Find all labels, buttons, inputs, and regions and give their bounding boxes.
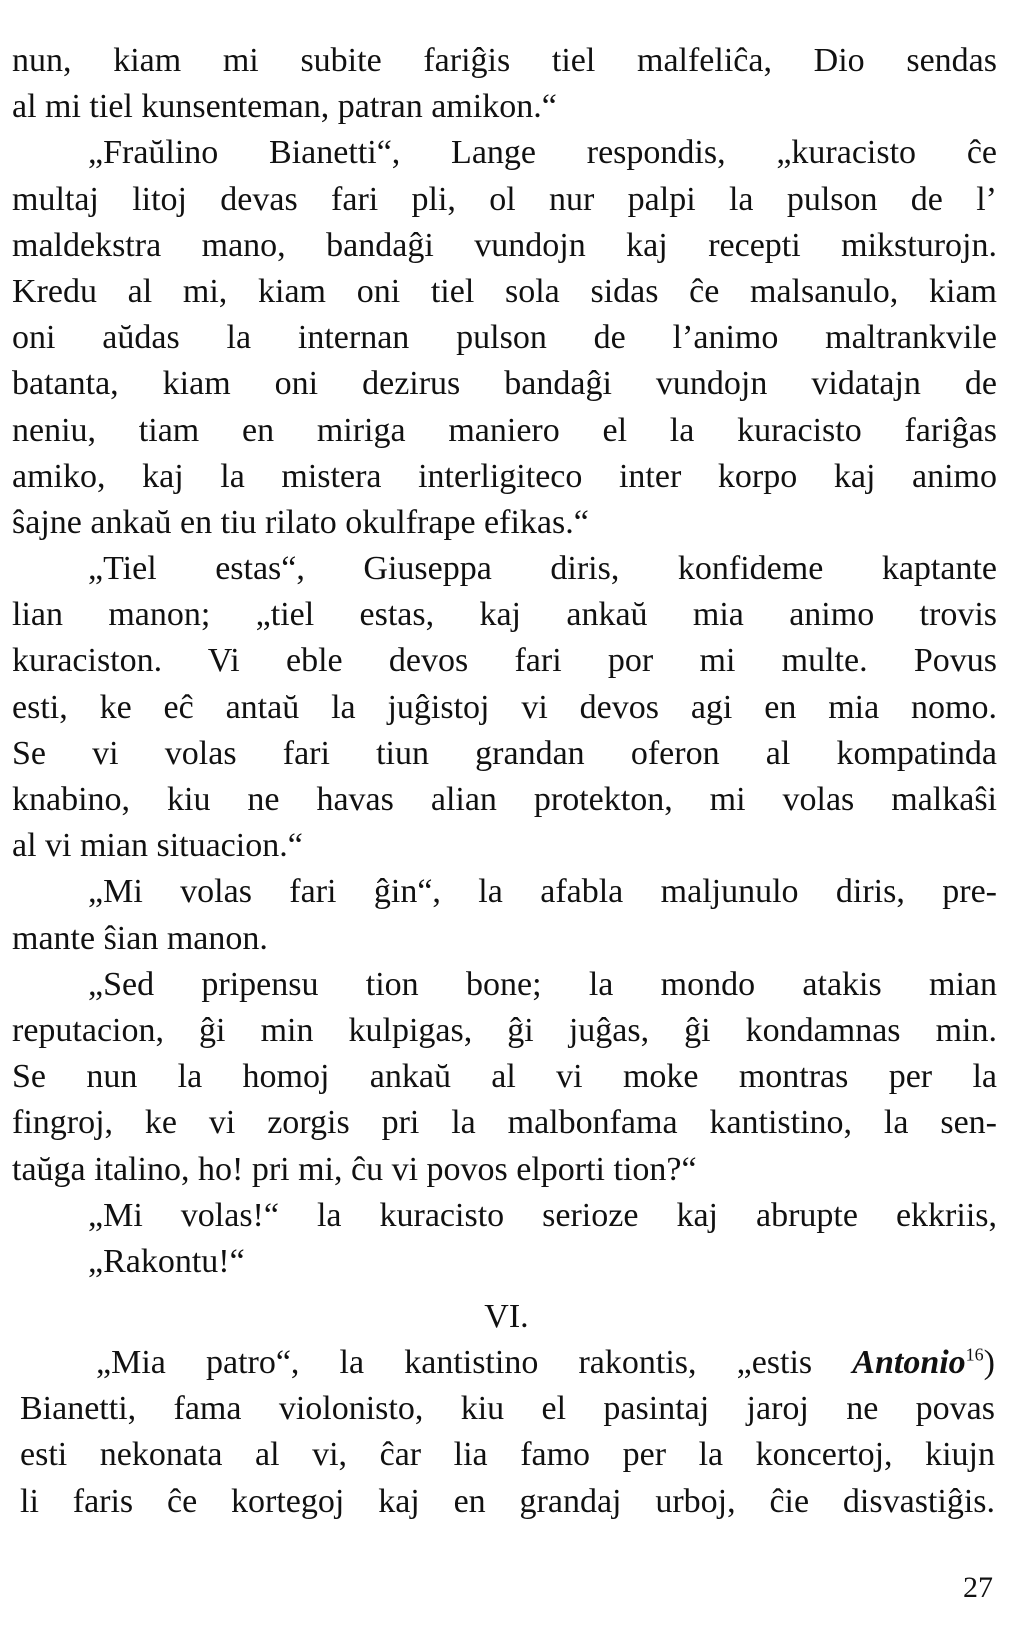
text-line: fingroj, ke vi zorgis pri la malbonfama kantistino, la sen- [12,1104,997,1142]
text-line: batanta, kiam oni dezirus bandaĝi vundojn vidatajn de [12,365,997,403]
text-line: amiko, kaj la mistera interligiteco inter korpo kaj animo [12,457,997,495]
text-line: esti, ke eĉ antaŭ la juĝistoj vi devos agi en mia nomo. [12,688,997,726]
text-line-with-name [20,1340,995,1386]
text-line: „Mi volas!“ la kuracisto serioze kaj abrupte ekkriis, [88,1196,997,1234]
text-line: Se nun la homoj ankaŭ al vi moke montras per la [12,1058,997,1096]
text-line: mante ŝian manon. [12,919,268,957]
page-number: 27 [963,1571,993,1604]
text-line: Se vi volas fari tiun grandan oferon al kompatinda [12,734,997,772]
text-line: reputacion, ĝi min kulpigas, ĝi juĝas, ĝi kondamnas min. [12,1011,997,1049]
text-line: kuraciston. Vi eble devos fari por mi multe. Povus [12,642,997,680]
text-line: al mi tiel kunsenteman, patran amikon.“ [12,88,557,126]
italic-name: Antonio [852,1344,966,1381]
text-line: oni aŭdas la internan pulson de l’animo maltrankvile [12,319,997,357]
para-after: ) [983,1344,995,1381]
text-line: al vi mian situacion.“ [12,827,303,865]
text-line: Kredu al mi, kiam oni tiel sola sidas ĉe malsanulo, kiam [12,272,997,310]
text-line: „Tiel estas“, Giuseppa diris, konfideme kaptante [88,550,997,588]
chapter-text [20,1340,995,1525]
text-line: taŭga italino, ho! pri mi, ĉu vi povos elporti tion?“ [12,1150,697,1188]
main-text [12,38,997,1285]
chapter-heading: VI. [484,1298,529,1335]
para-start: „Mia patro“, la kantistino rakontis, „estis [96,1344,853,1381]
text-line: „Rakontu!“ [88,1242,245,1280]
text-line: esti nekonata al vi, ĉar lia famo per la koncertoj, kiujn [20,1436,995,1474]
text-line: li faris ĉe kortegoj kaj en grandaj urboj, ĉie disvastiĝis. [20,1482,995,1520]
text-line: ŝajne ankaŭ en tiu rilato okulfrape efikas.“ [12,503,589,541]
text-line: Bianetti, fama violonisto, kiu el pasintaj jaroj ne povas [20,1390,995,1428]
text-line: maldekstra mano, bandaĝi vundojn kaj recepti miksturojn. [12,226,997,264]
footnote-ref: 16 [965,1344,984,1365]
text-line: nun, kiam mi subite fariĝis tiel malfeliĉa, Dio sendas [12,42,997,79]
text-line: „Sed pripensu tion bone; la mondo atakis mian [88,965,997,1003]
text-line: „Mi volas fari ĝin“, la afabla maljunulo diris, pre- [88,873,997,911]
text-line: multaj litoj devas fari pli, ol nur palpi la pulson de l’ [12,180,997,218]
text-line: lian manon; „tiel estas, kaj ankaŭ mia animo trovis [12,596,997,634]
text-line: neniu, tiam en miriga maniero el la kuracisto fariĝas [12,411,997,449]
text-line: knabino, kiu ne havas alian protekton, mi volas malkaŝi [12,781,997,818]
text-line: „Fraŭlino Bianetti“, Lange respondis, „kuracisto ĉe [88,134,997,172]
